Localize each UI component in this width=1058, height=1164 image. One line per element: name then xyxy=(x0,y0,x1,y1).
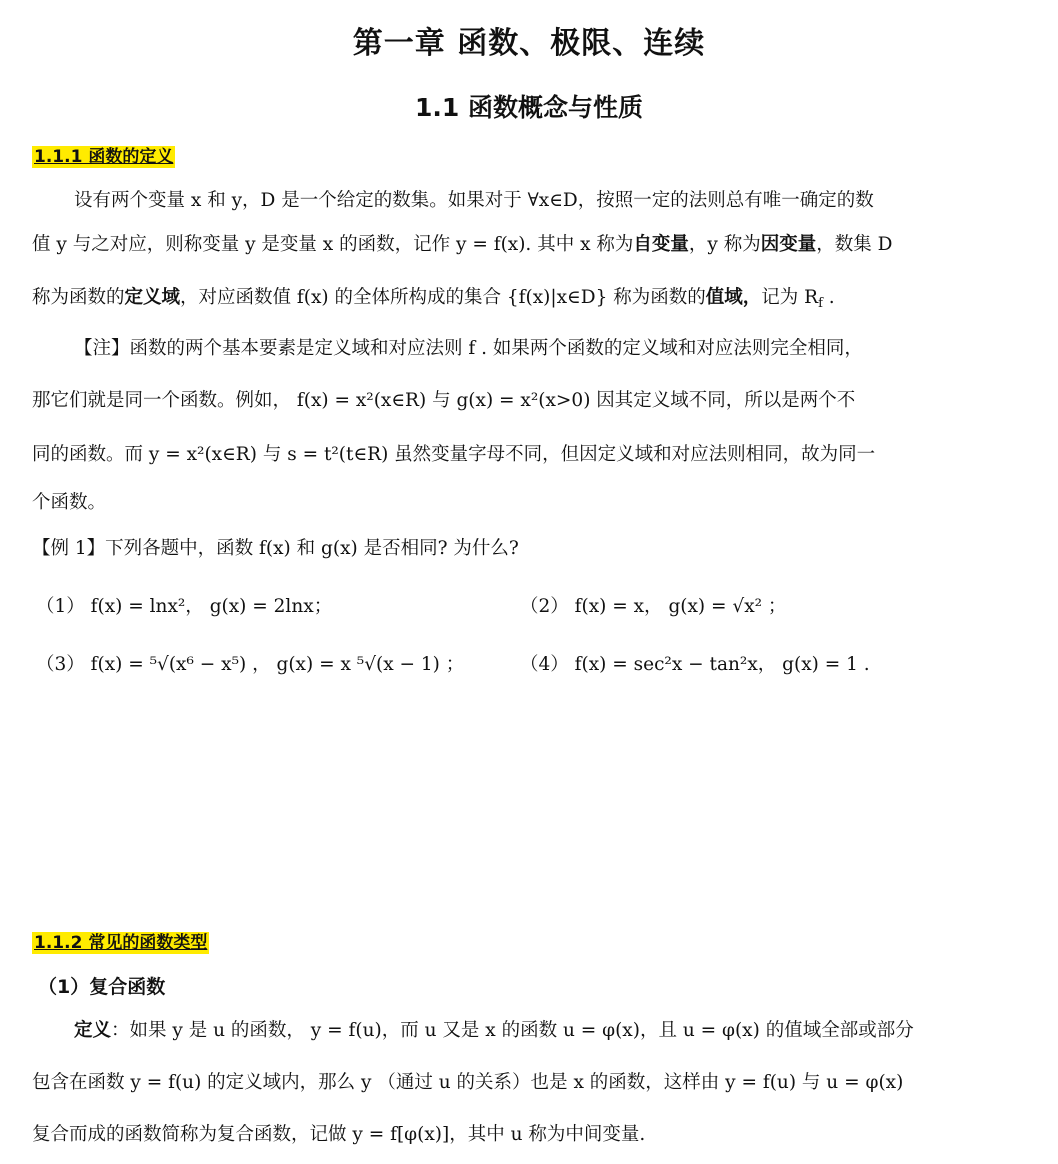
term-independent-variable: 自变量 xyxy=(633,234,689,255)
note-line-2: 那它们就是同一个函数。例如， f(x) = x²(x∈R) 与 g(x) = x²(x>0) 因其定义域不同，所以是两个不 xyxy=(32,390,856,411)
definition-line-1: 设有两个变量 x 和 y，D 是一个给定的数集。如果对于 ∀x∈D，按照一定的法则总有唯一确定的数 xyxy=(74,190,874,211)
definition-label: 定义 xyxy=(74,1020,112,1041)
note-line-3: 同的函数。而 y = x²(x∈R) 与 s = t²(t∈R) 虽然变量字母不同，但因定义域和对应法则相同，故为同一 xyxy=(32,444,876,465)
example-item-1: （1） f(x) = lnx²， g(x) = 2lnx； xyxy=(36,596,333,617)
composite-line-3: 复合而成的函数简称为复合函数，记做 y = f[φ(x)]，其中 u 称为中间变量. xyxy=(32,1124,646,1145)
definition-line-2: 值 y 与之对应，则称变量 y 是变量 x 的函数，记作 y = f(x). 其中 x 称为自变量，y 称为因变量，数集 D xyxy=(32,234,893,255)
composite-line-1: 定义：如果 y 是 u 的函数， y = f(u)，而 u 又是 x 的函数 u = φ(x)，且 u = φ(x) 的值域全部或部分 xyxy=(74,1020,914,1041)
example-item-3: （3） f(x) = ⁵√(x⁶ − x⁵) ， g(x) = x ⁵√(x − 1) ； xyxy=(36,654,465,675)
subsection-heading-2: 1.1.2 常见的函数类型 xyxy=(34,933,208,953)
composite-function-heading: （1）复合函数 xyxy=(38,976,166,998)
example-title: 【例 1】下列各题中，函数 f(x) 和 g(x) 是否相同? 为什么? xyxy=(32,538,519,559)
example-item-2: （2） f(x) = x， g(x) = √x² ； xyxy=(520,596,787,617)
note-line-1: 【注】函数的两个基本要素是定义域和对应法则 f . 如果两个函数的定义域和对应法则完全相同， xyxy=(74,338,863,359)
term-range: 值域， xyxy=(705,287,762,308)
chapter-title: 第一章 函数、极限、连续 xyxy=(352,26,706,61)
example-item-4: （4） f(x) = sec²x − tan²x， g(x) = 1 . xyxy=(520,654,870,675)
section-title: 1.1 函数概念与性质 xyxy=(415,93,643,122)
term-domain: 定义域 xyxy=(124,287,181,308)
term-dependent-variable: 因变量 xyxy=(760,234,817,255)
subsection-heading-1: 1.1.1 函数的定义 xyxy=(34,147,174,167)
composite-line-2: 包含在函数 y = f(u) 的定义域内，那么 y （通过 u 的关系）也是 x 的函数，这样由 y = f(u) 与 u = φ(x) xyxy=(32,1072,904,1093)
definition-line-3: 称为函数的定义域，对应函数值 f(x) 的全体所构成的集合 {f(x)|x∈D} 称为函数的值域，记为 $R_f$ . xyxy=(32,287,835,311)
note-line-4: 个函数。 xyxy=(32,492,107,513)
